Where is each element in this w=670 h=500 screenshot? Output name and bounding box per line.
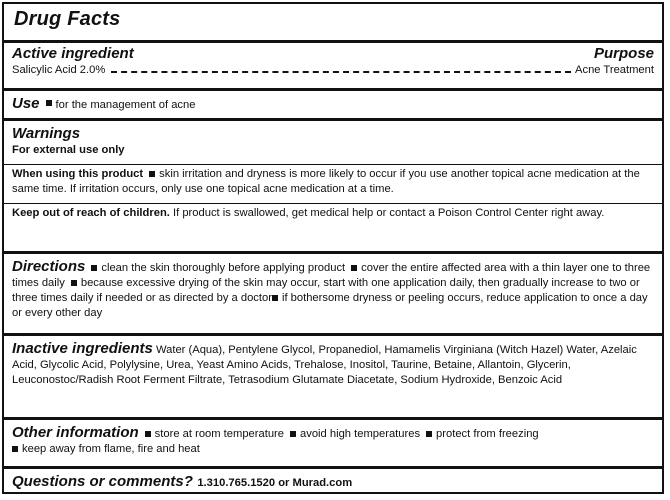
external-use-text: For external use only	[12, 144, 125, 156]
bullet-icon	[426, 431, 432, 437]
direction-item: if bothersome dryness or peeling occurs, reduce application to once a day or every other day	[12, 292, 648, 319]
bullet-icon	[149, 171, 155, 177]
when-using-section	[4, 164, 662, 197]
inactive-heading: Inactive ingredients	[12, 340, 153, 357]
use-text: for the management of acne	[55, 99, 196, 111]
bullet-icon	[290, 431, 296, 437]
purpose-heading: Purpose	[593, 45, 654, 62]
keep-out-label: Keep out of reach of children.	[12, 207, 170, 219]
bullet-icon	[46, 100, 52, 106]
leader-dots	[111, 71, 571, 73]
keep-out-text: If product is swallowed, get medical help or contact a Poison Control Center right away.	[173, 207, 605, 219]
questions-section	[4, 466, 662, 491]
bullet-icon	[351, 265, 357, 271]
active-ingredient-section	[4, 40, 662, 78]
keep-out-section	[4, 203, 662, 221]
use-heading: Use	[12, 95, 40, 112]
warnings-section	[4, 118, 662, 158]
drug-facts-title: Drug Facts	[14, 8, 121, 30]
warnings-heading: Warnings	[12, 125, 81, 142]
other-info-heading: Other information	[12, 424, 139, 441]
directions-heading: Directions	[12, 258, 86, 275]
direction-item: clean the skin thoroughly before applying product	[101, 262, 346, 274]
other-info-item: avoid high temperatures	[300, 428, 421, 440]
inactive-section	[4, 333, 662, 388]
active-ingredient-heading: Active ingredient	[12, 45, 134, 62]
other-info-item: store at room temperature	[154, 428, 285, 440]
direction-item: because excessive drying of the skin may occur, start with one application daily, then gradually increase to two or three times daily if needed or as directed by a doctor	[12, 277, 640, 304]
bullet-icon	[71, 280, 77, 286]
active-ingredient-name: Salicylic Acid 2.0%	[12, 64, 106, 76]
use-section	[4, 88, 662, 113]
active-ingredient-purpose: Acne Treatment	[575, 64, 654, 76]
bullet-icon	[91, 265, 97, 271]
when-using-text: skin irritation and dryness is more likely to occur if you use another topical acne medication at the same time. If irritation occurs, only use one topical acne medication at a time.	[12, 168, 640, 195]
questions-text: 1.310.765.1520 or Murad.com	[197, 477, 353, 489]
other-info-item: keep away from flame, fire and heat	[22, 443, 200, 455]
inactive-text: Water (Aqua), Pentylene Glycol, Propanediol, Hamamelis Virginiana (Witch Hazel) Water, Azelaic Acid, Glycolic Acid, Polylysine, Urea, Yeast Amino Acids, Trehalose, Inositol, Taurine, Betaine, Allantoin, Glycerin, Leuconostoc/Radish Root Ferment Filtrate, Tetrasodium Glutamate Diacetate, Sodium Hydroxide, Benzoic Acid	[12, 344, 637, 386]
directions-section	[4, 251, 662, 321]
other-info-section	[4, 417, 662, 457]
drug-facts-panel	[2, 2, 664, 494]
questions-heading: Questions or comments?	[12, 473, 193, 490]
bullet-icon	[272, 295, 278, 301]
direction-item: cover the entire affected area with a thin layer one to three times daily	[12, 262, 651, 289]
bullet-icon	[145, 431, 151, 437]
when-using-label: When using this product	[12, 168, 144, 180]
bullet-icon	[12, 446, 18, 452]
other-info-item: protect from freezing	[436, 428, 539, 440]
